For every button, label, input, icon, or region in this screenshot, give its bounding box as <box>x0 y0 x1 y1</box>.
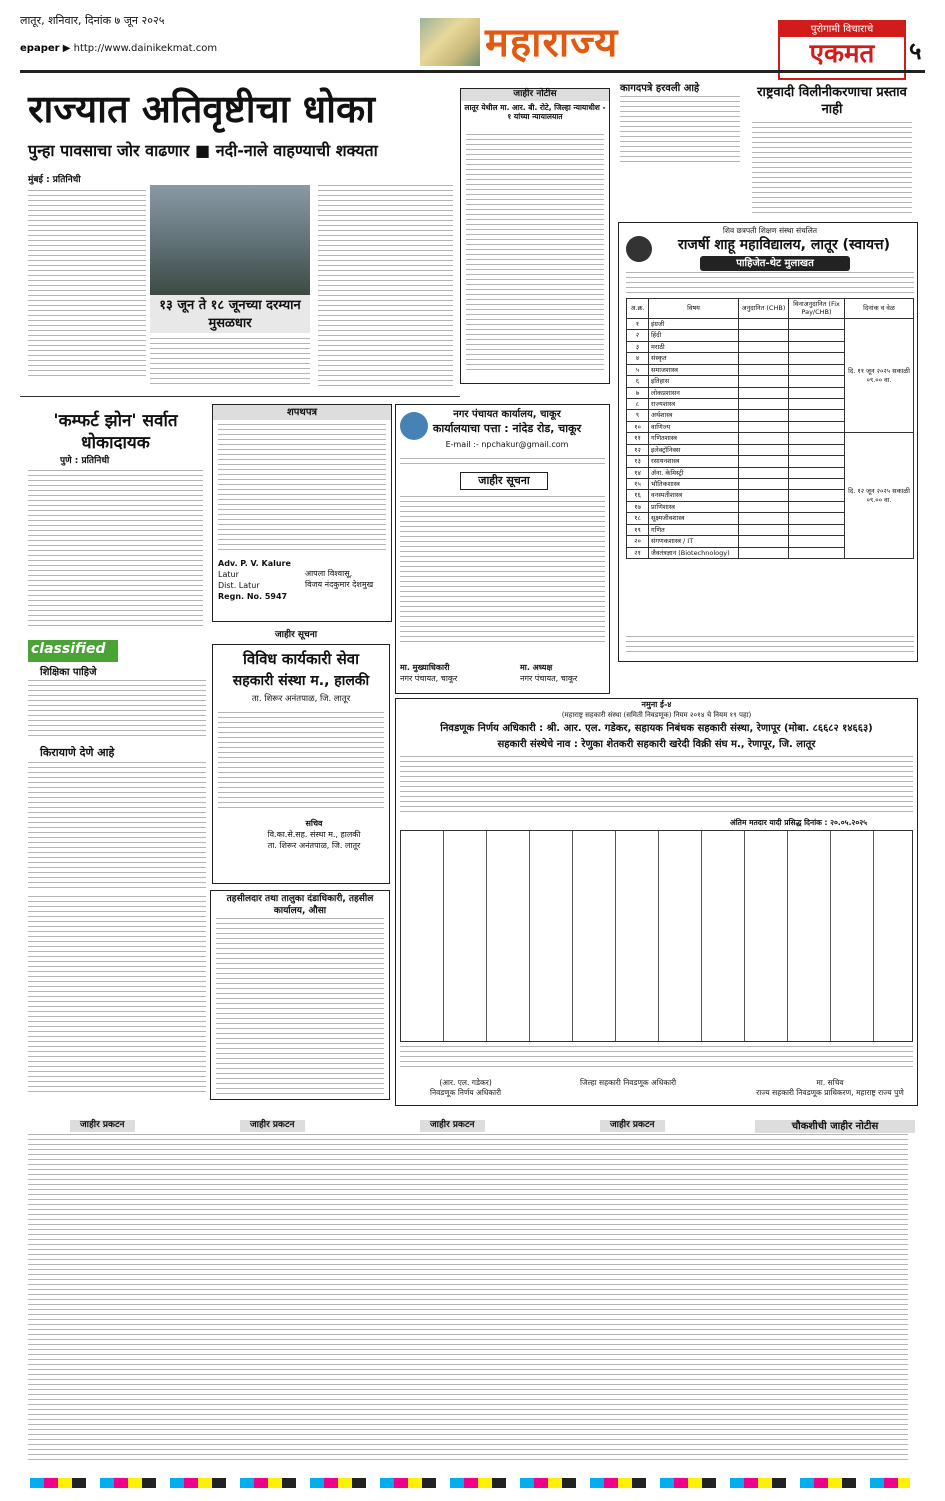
storm-photo <box>150 185 310 295</box>
halki-title-1: विविध कार्यकारी सेवा <box>242 650 359 668</box>
table-row: ९ अर्थशास्त्र <box>627 410 914 421</box>
walkin-banner: पाहिजेत-थेट मुलाखत <box>700 256 850 271</box>
lead-headline: राज्यात अतिवृष्टीचा धोका <box>28 87 376 131</box>
election-form: नमुना ई-४ <box>641 700 672 709</box>
table-row: १६ वनस्पतीशास्त्र <box>627 490 914 501</box>
signer-block: आपला विश्वासू, विजय नंदकुमार देशमुख <box>305 569 374 589</box>
college-logo <box>626 236 652 262</box>
table-row: १९ गणित <box>627 524 914 535</box>
table-row: १० वाणिज्य <box>627 421 914 432</box>
issue-date: लातूर, शनिवार, दिनांक ७ जून २०२५ <box>20 14 165 27</box>
table-row: ७ लोकप्रशासन <box>627 387 914 398</box>
notice-tag: जाहीर प्रकटन <box>240 1120 305 1132</box>
tahsil-title: तहसीलदार तथा तालुका दंडाधिकारी, तहसील कार्यालय, औसा <box>226 894 374 916</box>
table-row: ६ इतिहास <box>627 376 914 387</box>
election-schedule: अंतिम मतदार यादी प्रसिद्ध दिनांक : २०.०५.२०२५ <box>730 818 868 827</box>
brand-logo: पुरोगामी विचाराचे एकमत <box>778 20 906 80</box>
table-row: ११ गणितशास्त्र दि. १२ जून २०२५ सकाळी ०९.०० वा. <box>627 433 914 444</box>
nagar-sign-1: मा. मुख्याधिकारी नगर पंचायत, चाकूर <box>400 663 458 683</box>
comfort-byline: पुणे : प्रतिनिधी <box>60 456 110 466</box>
epaper-link[interactable]: epaper ▶ http://www.dainikekmat.com <box>20 43 218 54</box>
merger-title: राष्ट्रवादी विलीनीकरणाचा प्रस्ताव नाही <box>757 85 907 117</box>
table-row: १२ इलेक्ट्रॉनिक्स <box>627 444 914 455</box>
election-sign-1: (आर. एल. गडेकर) निवडणूक निर्णय अधिकारी <box>430 1078 502 1097</box>
college-org: शिव छत्रपती शिक्षण संस्था संचलित <box>722 226 818 235</box>
college-table: अ.क्र. विषय अनुदानित (CHB) विनाअनुदानित (Fix Pay/CHB) दिनांक व वेळ १ इंग्रजी दि. ११ जून २०२५ सकाळी ०९.०० वा. २ हिंदी ३ मराठी ४ संस्कृत ५ समाजशास्त्र ६ इतिहास ७ लोकप्रशासन ८ राज्यशास्त्र ९ अर्थशास्त्र १० वाणिज्य ११ गणितशास्त्र दि. १२ जून २०२५ सकाळी ०९.०० वा. १२ इलेक्ट्रॉनिक्स १३ रसायनशास्त्र १४ ॲना. केमिस्ट्री १५ भौतिकशास्त्र १६ वनस्पतीशास्त्र १७ प्राणिशास्त्र १८ सूक्ष्मजीवशास्त्र १९ गणित २० संगणकशास्त्र / IT २१ जैवतंत्रज्ञान (Biotechnology) <box>626 298 914 559</box>
notice-tag: जाहीर प्रकटन <box>70 1120 135 1132</box>
affidavit-box: शपथपत्र <box>212 404 392 622</box>
lead-subheadline: पुन्हा पावसाचा जोर वाढणार ■ नदी-नाले वाहण्याची शक्यता <box>28 141 378 160</box>
table-row: १३ रसायनशास्त्र <box>627 456 914 467</box>
classified-ad-1-title: शिक्षिका पाहिजे <box>40 667 97 678</box>
notice-tag: जाहीर प्रकटन <box>420 1120 485 1132</box>
table-row: ८ राज्यशास्त्र <box>627 398 914 409</box>
table-row: १४ ॲना. केमिस्ट्री <box>627 467 914 478</box>
table-row: ५ समाजशास्त्र <box>627 364 914 375</box>
classified-ad-2-title: किरायाणे देणे आहे <box>40 746 115 759</box>
nagar-email: E-mail :- npchakur@gmail.com <box>445 440 569 449</box>
nagar-notice-title: जाहीर सूचना <box>460 472 548 490</box>
table-row: २१ जैवतंत्रज्ञान (Biotechnology) <box>627 547 914 558</box>
table-row: १५ भौतिकशास्त्र <box>627 479 914 490</box>
table-row: ४ संस्कृत <box>627 353 914 364</box>
page-number: ५ <box>909 37 922 65</box>
halki-title-2: सहकारी संस्था म., हालकी <box>232 673 370 689</box>
chowkashi-title: चौकशीची जाहीर नोटीस <box>755 1120 915 1133</box>
nagar-title: नगर पंचायत कार्यालय, चाकूर <box>453 409 561 420</box>
table-row: १७ प्राणिशास्त्र <box>627 501 914 512</box>
section-masthead: महाराज्य <box>485 19 619 66</box>
photo-caption: १३ जून ते १८ जूनच्या दरम्यान मुसळधार <box>150 295 310 333</box>
college-name: राजर्षी शाहू महाविद्यालय, लातूर (स्वायत्त) <box>677 237 891 253</box>
halki-tag: जाहीर सूचना <box>275 630 318 640</box>
notice-tag: जाहीर प्रकटन <box>600 1120 665 1132</box>
election-table <box>400 830 913 1042</box>
election-sign-2: जिल्हा सहकारी निवडणूक अधिकारी <box>580 1078 677 1087</box>
court-notice: जाहीर नोटीस लातूर येथील मा. आर. बी. रोटे, जिल्हा न्यायाधीश - १ यांच्या न्यायालयात <box>460 88 610 384</box>
election-rule: (महाराष्ट्र सहकारी संस्था (समिती निवडणूक) नियम २०१४ चे नियम १९ पहा) <box>561 711 752 719</box>
election-officer: निवडणूक निर्णय अधिकारी : श्री. आर. एल. गडेकर, सहायक निबंधक सहकारी संस्था, रेणापूर (मोबा. ८६६८२ १४६६३) <box>440 723 873 734</box>
advocate-block: Adv. P. V. Kalure Latur Dist. Latur Regn. No. 5947 <box>218 559 291 601</box>
nagar-logo <box>400 412 428 440</box>
halki-place: ता. शिरूर अनंतपाळ, जि. लातूर <box>251 694 351 704</box>
election-sign-3: मा. सचिव राज्य सहकारी निवडणूक प्राधिकरण, महाराष्ट्र राज्य पुणे <box>756 1078 904 1097</box>
halki-sign: सचिव वि.का.से.सह. संस्था म., हालकी ता. शिरूर अनंतपाळ, जि. लातूर <box>267 819 361 850</box>
table-row: ३ मराठी <box>627 341 914 352</box>
table-row: २ हिंदी <box>627 330 914 341</box>
election-society: सहकारी संस्थेचे नाव : रेणुका शेतकरी सहकारी खरेदी विक्री संघ म., रेणापूर, जि. लातूर <box>497 739 816 750</box>
table-row: २० संगणकशास्त्र / IT <box>627 536 914 547</box>
nagar-address: कार्यालयाचा पत्ता : नांदेड रोड, चाकूर <box>432 422 582 435</box>
lost-docs-title: कागदपत्रे हरवली आहे <box>620 83 700 94</box>
map-image <box>420 18 480 66</box>
nagar-sign-2: मा. अध्यक्ष नगर पंचायत, चाकूर <box>520 663 578 683</box>
header-rule <box>20 70 925 73</box>
table-row: १८ सूक्ष्मजीवशास्त्र <box>627 513 914 524</box>
print-color-bar <box>30 1478 910 1488</box>
table-row: १ इंग्रजी दि. ११ जून २०२५ सकाळी ०९.०० वा. <box>627 318 914 329</box>
comfort-title: 'कम्फर्ट झोन' सर्वात धोकादायक <box>53 411 178 453</box>
classified-label: classified <box>28 640 118 662</box>
lead-byline: मुंबई : प्रतिनिधी <box>28 175 81 185</box>
